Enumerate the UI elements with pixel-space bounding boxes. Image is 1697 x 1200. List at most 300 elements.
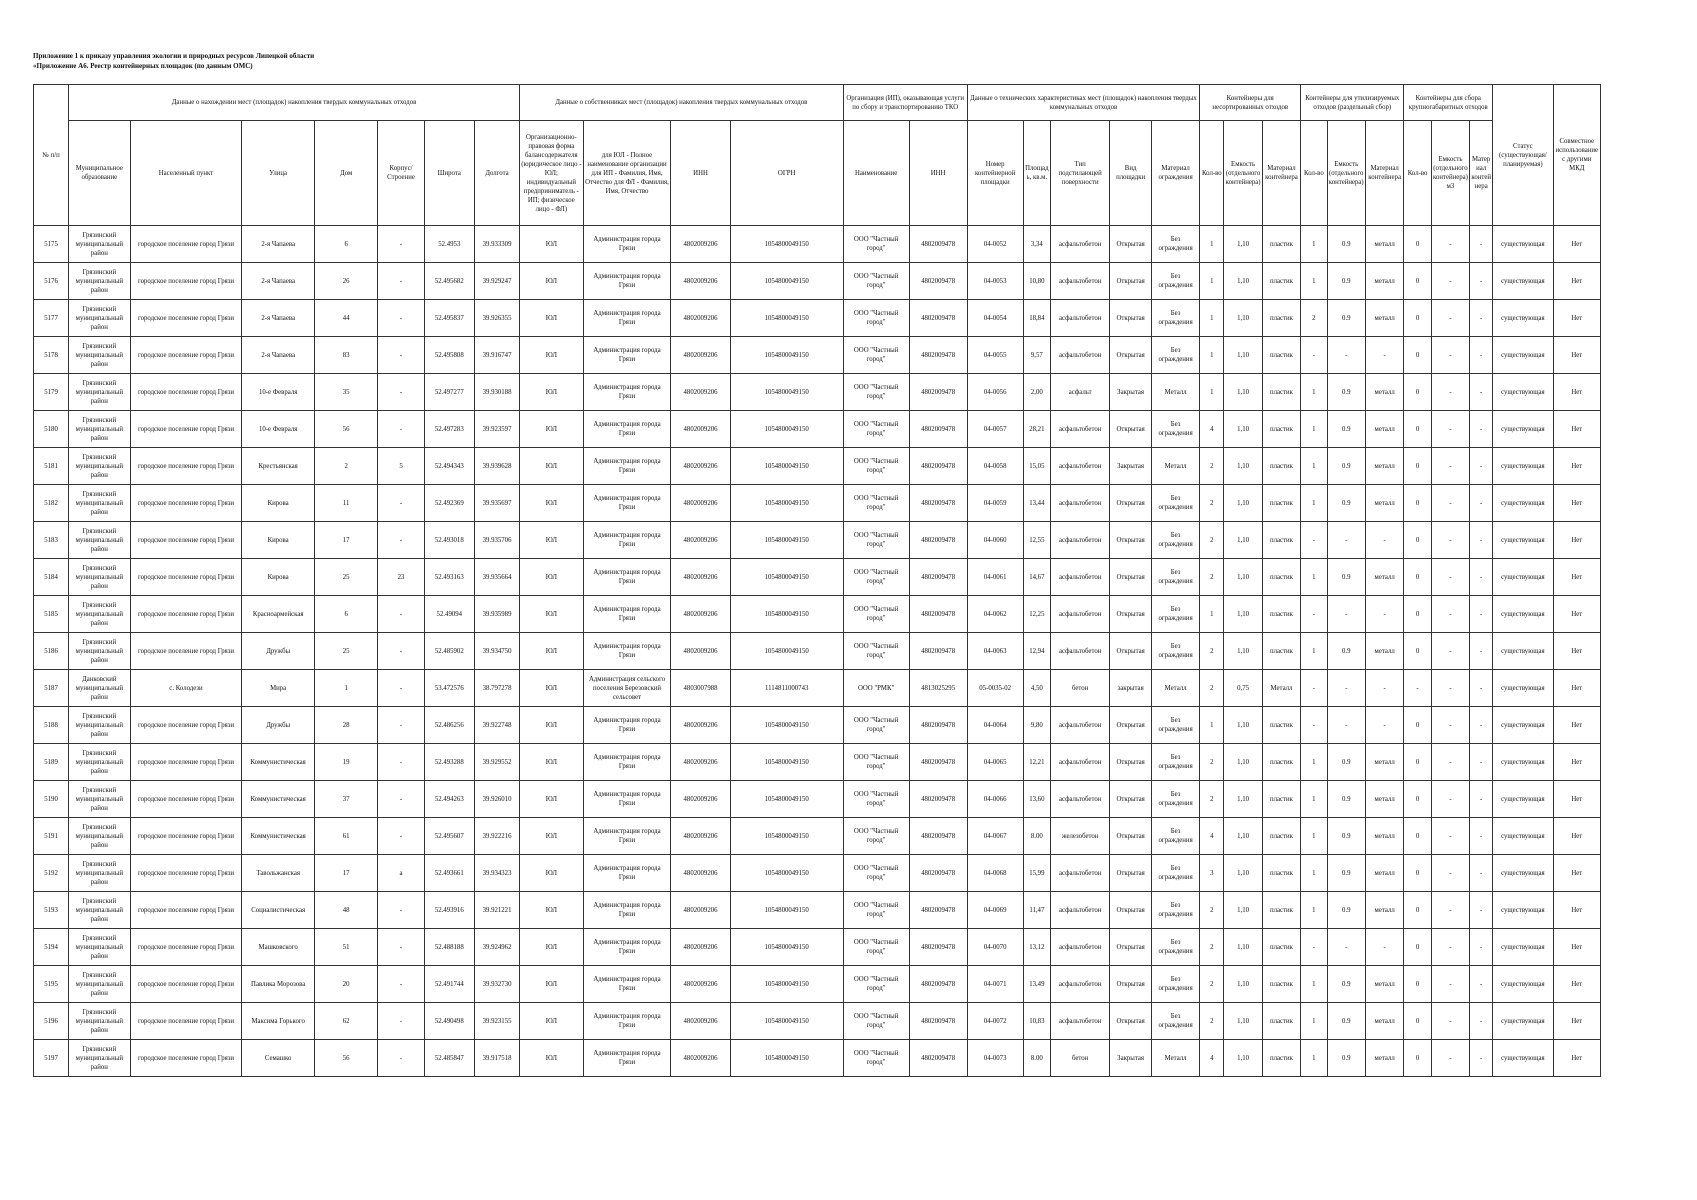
table-cell: 04-0065 xyxy=(967,744,1023,781)
table-cell: Грязинский муниципальный район xyxy=(69,559,130,596)
table-cell: пластик xyxy=(1262,892,1300,929)
table-cell: Нет xyxy=(1553,633,1600,670)
table-cell: Администрация города Грязи xyxy=(583,633,671,670)
table-cell: существующая xyxy=(1493,966,1553,1003)
column-header: Кол-во xyxy=(1404,121,1431,226)
table-cell: 0 xyxy=(1404,966,1431,1003)
table-cell: Дружбы xyxy=(242,633,314,670)
table-cell: существующая xyxy=(1493,374,1553,411)
table-cell: 0 xyxy=(1404,1003,1431,1040)
table-cell: асфальтобетон xyxy=(1051,522,1110,559)
table-cell: Закрытая xyxy=(1110,448,1152,485)
table-row xyxy=(34,263,1601,300)
table-cell: существующая xyxy=(1493,337,1553,374)
table-cell: 23 xyxy=(378,559,424,596)
table-cell: железобетон xyxy=(1051,818,1110,855)
table-cell: Нет xyxy=(1553,707,1600,744)
table-cell: ООО "Частный город" xyxy=(843,337,909,374)
table-cell: 1 xyxy=(1301,411,1327,448)
table-cell: ООО "Частный город" xyxy=(843,485,909,522)
table-cell: 9,80 xyxy=(1023,707,1050,744)
table-cell: Грязинский муниципальный район xyxy=(69,781,130,818)
table-cell: асфальтобетон xyxy=(1051,892,1110,929)
table-cell: 1054800049150 xyxy=(730,596,843,633)
table-cell: металл xyxy=(1365,300,1403,337)
table-cell: 2-я Чапаева xyxy=(242,263,314,300)
table-cell: 1 xyxy=(1200,226,1224,263)
group-owners: Данные о собственниках мест (площадок) накопления твердых коммунальных отходов xyxy=(520,85,844,121)
table-cell: 0.9 xyxy=(1327,966,1365,1003)
table-cell: существующая xyxy=(1493,670,1553,707)
table-cell: Грязинский муниципальный район xyxy=(69,411,130,448)
table-cell: 4802009206 xyxy=(671,522,730,559)
registry-table xyxy=(33,84,1601,1077)
table-cell: асфальтобетон xyxy=(1051,781,1110,818)
table-row xyxy=(34,744,1601,781)
table-cell: 2 xyxy=(1200,892,1224,929)
table-cell: Грязинский муниципальный район xyxy=(69,855,130,892)
table-cell: Дружбы xyxy=(242,707,314,744)
table-cell: ЮЛ xyxy=(520,818,584,855)
table-cell: асфальтобетон xyxy=(1051,966,1110,1003)
table-cell: 1 xyxy=(1301,744,1327,781)
table-cell: 5177 xyxy=(34,300,69,337)
table-cell: пластик xyxy=(1262,263,1300,300)
table-cell: 0.9 xyxy=(1327,485,1365,522)
table-cell: Открытая xyxy=(1110,485,1152,522)
table-cell: Без ограждения xyxy=(1151,226,1199,263)
table-cell: 1054800049150 xyxy=(730,818,843,855)
table-cell: Открытая xyxy=(1110,337,1152,374)
table-cell: - xyxy=(1431,1040,1469,1077)
table-cell: 11 xyxy=(314,485,378,522)
table-cell: 56 xyxy=(314,1040,378,1077)
table-row xyxy=(34,818,1601,855)
table-cell: существующая xyxy=(1493,263,1553,300)
table-cell: 39.922748 xyxy=(475,707,520,744)
table-cell: 1,10 xyxy=(1224,411,1262,448)
table-cell: Без ограждения xyxy=(1151,300,1199,337)
table-cell: 04-0069 xyxy=(967,892,1023,929)
table-cell: - xyxy=(1470,559,1493,596)
table-cell: ООО "Частный город" xyxy=(843,522,909,559)
table-cell: пластик xyxy=(1262,448,1300,485)
table-cell: - xyxy=(1431,633,1469,670)
table-cell: 5191 xyxy=(34,818,69,855)
table-cell: Администрация города Грязи xyxy=(583,929,671,966)
table-cell: 25 xyxy=(314,559,378,596)
table-cell: ООО "Частный город" xyxy=(843,596,909,633)
table-cell: 8.00 xyxy=(1023,818,1050,855)
table-cell: 39.926010 xyxy=(475,781,520,818)
table-cell: ООО "Частный город" xyxy=(843,448,909,485)
table-cell: 4802009478 xyxy=(909,300,967,337)
table-cell: 04-0052 xyxy=(967,226,1023,263)
table-cell: 4802009478 xyxy=(909,818,967,855)
table-cell: городское поселение город Грязи xyxy=(130,374,242,411)
table-cell: городское поселение город Грязи xyxy=(130,744,242,781)
table-cell: - xyxy=(378,781,424,818)
table-cell: Нет xyxy=(1553,1040,1600,1077)
table-cell: 52.486256 xyxy=(424,707,474,744)
table-cell: 2 xyxy=(1200,522,1224,559)
table-cell: 0.9 xyxy=(1327,226,1365,263)
table-cell: 4802009478 xyxy=(909,929,967,966)
table-cell: ООО "Частный город" xyxy=(843,892,909,929)
table-cell: 1 xyxy=(1301,818,1327,855)
table-cell: 1,10 xyxy=(1224,1040,1262,1077)
table-cell: 0 xyxy=(1404,744,1431,781)
table-cell: 2 xyxy=(1200,485,1224,522)
table-cell: городское поселение город Грязи xyxy=(130,263,242,300)
table-cell: 5183 xyxy=(34,522,69,559)
table-cell: асфальтобетон xyxy=(1051,929,1110,966)
table-cell: 5192 xyxy=(34,855,69,892)
table-cell: 5 xyxy=(378,448,424,485)
table-cell: Грязинский муниципальный район xyxy=(69,522,130,559)
table-cell: 11,47 xyxy=(1023,892,1050,929)
table-cell: Нет xyxy=(1553,670,1600,707)
table-cell: - xyxy=(1365,337,1403,374)
table-cell: Коммунистическая xyxy=(242,744,314,781)
table-cell: Грязинский муниципальный район xyxy=(69,707,130,744)
table-cell: - xyxy=(378,226,424,263)
table-cell: Нет xyxy=(1553,448,1600,485)
table-cell: Коммунистическая xyxy=(242,781,314,818)
table-cell: 4802009206 xyxy=(671,855,730,892)
table-cell: - xyxy=(1470,966,1493,1003)
table-cell: пластик xyxy=(1262,411,1300,448)
table-row xyxy=(34,485,1601,522)
table-cell: Нет xyxy=(1553,818,1600,855)
table-cell: 5184 xyxy=(34,559,69,596)
table-cell: 04-0055 xyxy=(967,337,1023,374)
table-cell: 1 xyxy=(1301,374,1327,411)
table-cell: 4 xyxy=(1200,411,1224,448)
table-cell: 12,55 xyxy=(1023,522,1050,559)
table-cell: Нет xyxy=(1553,744,1600,781)
table-cell: 05-0035-02 xyxy=(967,670,1023,707)
table-cell: Крестьянская xyxy=(242,448,314,485)
table-cell: 48 xyxy=(314,892,378,929)
table-cell: 52.494263 xyxy=(424,781,474,818)
table-cell: 39.929247 xyxy=(475,263,520,300)
table-cell: - xyxy=(1301,929,1327,966)
table-cell: Открытая xyxy=(1110,929,1152,966)
table-cell: 25 xyxy=(314,633,378,670)
table-cell: 4802009478 xyxy=(909,263,967,300)
table-cell: пластик xyxy=(1262,374,1300,411)
table-cell: - xyxy=(1431,485,1469,522)
table-cell: 1054800049150 xyxy=(730,300,843,337)
table-cell: Нет xyxy=(1553,337,1600,374)
table-cell: 1 xyxy=(1301,855,1327,892)
table-cell: - xyxy=(1470,337,1493,374)
table-cell: 52.493916 xyxy=(424,892,474,929)
table-cell: Открытая xyxy=(1110,559,1152,596)
table-cell: Грязинский муниципальный район xyxy=(69,596,130,633)
header-line-2: «Приложение А6. Реестр контейнерных площадок (по данным ОМС) xyxy=(33,62,253,70)
table-cell: Нет xyxy=(1553,1003,1600,1040)
table-cell: Закрытая xyxy=(1110,374,1152,411)
table-cell: - xyxy=(1470,263,1493,300)
table-cell: 0,75 xyxy=(1224,670,1262,707)
table-cell: 6 xyxy=(314,226,378,263)
table-cell: металл xyxy=(1365,485,1403,522)
table-cell: - xyxy=(1470,929,1493,966)
table-cell: Металл xyxy=(1151,448,1199,485)
table-cell: пластик xyxy=(1262,633,1300,670)
table-cell: ЮЛ xyxy=(520,781,584,818)
table-cell: 1054800049150 xyxy=(730,263,843,300)
table-cell: 4802009478 xyxy=(909,522,967,559)
table-cell: Администрация города Грязи xyxy=(583,892,671,929)
table-cell: Нет xyxy=(1553,929,1600,966)
table-cell: - xyxy=(1431,559,1469,596)
table-cell: 8.00 xyxy=(1023,1040,1050,1077)
table-cell: 39.934750 xyxy=(475,633,520,670)
table-cell: Открытая xyxy=(1110,707,1152,744)
table-cell: городское поселение город Грязи xyxy=(130,226,242,263)
table-cell: 04-0073 xyxy=(967,1040,1023,1077)
table-cell: 39.923597 xyxy=(475,411,520,448)
table-cell: городское поселение город Грязи xyxy=(130,707,242,744)
table-cell: 0 xyxy=(1404,707,1431,744)
table-cell: существующая xyxy=(1493,818,1553,855)
table-cell: асфальтобетон xyxy=(1051,559,1110,596)
table-cell: Металл xyxy=(1151,670,1199,707)
table-cell: 2-я Чапаева xyxy=(242,226,314,263)
table-cell: 52.492369 xyxy=(424,485,474,522)
table-row xyxy=(34,337,1601,374)
table-cell: 04-0060 xyxy=(967,522,1023,559)
table-cell: - xyxy=(1470,374,1493,411)
table-cell: 4802009206 xyxy=(671,374,730,411)
table-row xyxy=(34,633,1601,670)
table-cell: 4802009478 xyxy=(909,633,967,670)
table-cell: пластик xyxy=(1262,707,1300,744)
table-cell: 52.490498 xyxy=(424,1003,474,1040)
table-cell: Администрация города Грязи xyxy=(583,374,671,411)
table-cell: 5179 xyxy=(34,374,69,411)
table-cell: 4802009206 xyxy=(671,744,730,781)
table-cell: Без ограждения xyxy=(1151,966,1199,1003)
table-cell: 5181 xyxy=(34,448,69,485)
table-cell: Металл xyxy=(1151,1040,1199,1077)
table-cell: Коммунистическая xyxy=(242,818,314,855)
table-cell: 13,60 xyxy=(1023,781,1050,818)
table-cell: городское поселение город Грязи xyxy=(130,337,242,374)
table-cell: 3,34 xyxy=(1023,226,1050,263)
group-unsorted-containers: Контейнеры для несортированных отходов xyxy=(1200,85,1301,121)
table-row xyxy=(34,929,1601,966)
table-cell: ЮЛ xyxy=(520,744,584,781)
table-row xyxy=(34,226,1601,263)
table-cell: 2 xyxy=(1200,744,1224,781)
table-cell: - xyxy=(1431,966,1469,1003)
table-cell: Нет xyxy=(1553,781,1600,818)
table-cell: 4802009206 xyxy=(671,411,730,448)
table-cell: - xyxy=(378,596,424,633)
table-cell: 1054800049150 xyxy=(730,559,843,596)
table-cell: Грязинский муниципальный район xyxy=(69,818,130,855)
table-cell: 1 xyxy=(314,670,378,707)
table-cell: 2 xyxy=(1200,633,1224,670)
table-cell: ООО "Частный город" xyxy=(843,226,909,263)
table-cell: городское поселение город Грязи xyxy=(130,1003,242,1040)
table-cell: Без ограждения xyxy=(1151,596,1199,633)
table-cell: Администрация города Грязи xyxy=(583,226,671,263)
table-cell: - xyxy=(378,744,424,781)
table-cell: 0 xyxy=(1404,300,1431,337)
table-cell: ЮЛ xyxy=(520,448,584,485)
table-cell: 4813025295 xyxy=(909,670,967,707)
table-cell: Нет xyxy=(1553,966,1600,1003)
table-cell: 52.494343 xyxy=(424,448,474,485)
table-cell: 52.495682 xyxy=(424,263,474,300)
table-cell: - xyxy=(378,374,424,411)
table-cell: 1054800049150 xyxy=(730,633,843,670)
table-cell: 1054800049150 xyxy=(730,226,843,263)
table-row xyxy=(34,374,1601,411)
table-cell: - xyxy=(1470,1040,1493,1077)
table-cell: 5187 xyxy=(34,670,69,707)
table-cell: металл xyxy=(1365,966,1403,1003)
table-cell: 4802009206 xyxy=(671,1003,730,1040)
group-technical: Данные о технических характеристиках мест (площадок) накопления твердых коммунальных отходов xyxy=(967,85,1200,121)
table-cell: 1,10 xyxy=(1224,300,1262,337)
table-cell: Открытая xyxy=(1110,596,1152,633)
column-header: Емкость (отдельного контейнера) м3 xyxy=(1431,121,1469,226)
document-header xyxy=(33,51,314,71)
table-cell: 1054800049150 xyxy=(730,966,843,1003)
table-cell: 10,83 xyxy=(1023,1003,1050,1040)
table-cell: Администрация города Грязи xyxy=(583,781,671,818)
table-cell: асфальтобетон xyxy=(1051,596,1110,633)
table-cell: 1,10 xyxy=(1224,559,1262,596)
table-cell: - xyxy=(1470,596,1493,633)
table-cell: 1,10 xyxy=(1224,966,1262,1003)
table-cell: - xyxy=(1470,226,1493,263)
table-cell: 1 xyxy=(1301,633,1327,670)
table-cell: 0.9 xyxy=(1327,374,1365,411)
table-cell: 4802009206 xyxy=(671,596,730,633)
group-carrier: Организация (ИП), оказывающая услуги по сбору и транспортированию ТКО xyxy=(843,85,967,121)
table-cell: 52.495607 xyxy=(424,818,474,855)
column-header: Номер контейнерной площадки xyxy=(967,121,1023,226)
table-cell: Грязинский муниципальный район xyxy=(69,226,130,263)
table-cell: 0.9 xyxy=(1327,633,1365,670)
table-row xyxy=(34,670,1601,707)
table-cell: 04-0054 xyxy=(967,300,1023,337)
table-cell: 2 xyxy=(1200,929,1224,966)
table-cell: 5185 xyxy=(34,596,69,633)
table-cell: 39.933309 xyxy=(475,226,520,263)
table-cell: ООО "Частный город" xyxy=(843,300,909,337)
table-cell: - xyxy=(1327,337,1365,374)
table-cell: 52.493018 xyxy=(424,522,474,559)
table-cell: Металл xyxy=(1262,670,1300,707)
table-cell: металл xyxy=(1365,559,1403,596)
table-cell: - xyxy=(378,522,424,559)
table-cell: ООО "Частный город" xyxy=(843,855,909,892)
table-cell: 04-0057 xyxy=(967,411,1023,448)
table-cell: ООО "Частный город" xyxy=(843,374,909,411)
table-cell: пластик xyxy=(1262,966,1300,1003)
table-cell: городское поселение город Грязи xyxy=(130,485,242,522)
table-cell: 12,94 xyxy=(1023,633,1050,670)
table-cell: Открытая xyxy=(1110,892,1152,929)
table-cell: пластик xyxy=(1262,596,1300,633)
table-cell: 28 xyxy=(314,707,378,744)
table-cell: - xyxy=(378,1040,424,1077)
table-cell: металл xyxy=(1365,744,1403,781)
table-cell: 1054800049150 xyxy=(730,485,843,522)
table-cell: 5178 xyxy=(34,337,69,374)
table-cell: - xyxy=(378,670,424,707)
table-cell: ООО "Частный город" xyxy=(843,263,909,300)
table-cell: - xyxy=(1470,670,1493,707)
table-cell: 39.932730 xyxy=(475,966,520,1003)
table-cell: пластик xyxy=(1262,929,1300,966)
table-cell: 1,10 xyxy=(1224,263,1262,300)
table-cell: - xyxy=(378,966,424,1003)
table-cell: 4 xyxy=(1200,818,1224,855)
table-cell: городское поселение город Грязи xyxy=(130,966,242,1003)
column-header: Материал ограждения xyxy=(1151,121,1199,226)
table-cell: 2 xyxy=(1301,300,1327,337)
table-cell: металл xyxy=(1365,374,1403,411)
table-cell: Кирова xyxy=(242,559,314,596)
table-cell: - xyxy=(378,1003,424,1040)
table-cell: 52.493163 xyxy=(424,559,474,596)
table-cell: Администрация города Грязи xyxy=(583,337,671,374)
table-cell: Без ограждения xyxy=(1151,633,1199,670)
table-cell: металл xyxy=(1365,818,1403,855)
table-cell: Грязинский муниципальный район xyxy=(69,300,130,337)
table-cell: 39.923155 xyxy=(475,1003,520,1040)
table-cell: - xyxy=(1470,818,1493,855)
table-cell: асфальтобетон xyxy=(1051,744,1110,781)
table-cell: 2-я Чапаева xyxy=(242,300,314,337)
table-cell: городское поселение город Грязи xyxy=(130,448,242,485)
table-cell: ООО "Частный город" xyxy=(843,707,909,744)
table-cell: 4802009206 xyxy=(671,300,730,337)
table-cell: городское поселение город Грязи xyxy=(130,522,242,559)
table-row xyxy=(34,707,1601,744)
table-cell: 1054800049150 xyxy=(730,1040,843,1077)
table-cell: Администрация города Грязи xyxy=(583,1040,671,1077)
table-cell: ЮЛ xyxy=(520,929,584,966)
table-cell: - xyxy=(1431,929,1469,966)
table-row xyxy=(34,522,1601,559)
table-cell: - xyxy=(1470,892,1493,929)
table-cell: 39.926355 xyxy=(475,300,520,337)
table-cell: пластик xyxy=(1262,818,1300,855)
table-cell: а xyxy=(378,855,424,892)
table-cell: 0.9 xyxy=(1327,1003,1365,1040)
table-cell: существующая xyxy=(1493,522,1553,559)
table-cell: ЮЛ xyxy=(520,633,584,670)
table-cell: 39.935989 xyxy=(475,596,520,633)
table-cell: существующая xyxy=(1493,448,1553,485)
table-cell: 04-0062 xyxy=(967,596,1023,633)
table-cell: 04-0070 xyxy=(967,929,1023,966)
table-cell: 53.472576 xyxy=(424,670,474,707)
table-cell: 35 xyxy=(314,374,378,411)
table-cell: ЮЛ xyxy=(520,1040,584,1077)
table-cell: 0 xyxy=(1404,633,1431,670)
